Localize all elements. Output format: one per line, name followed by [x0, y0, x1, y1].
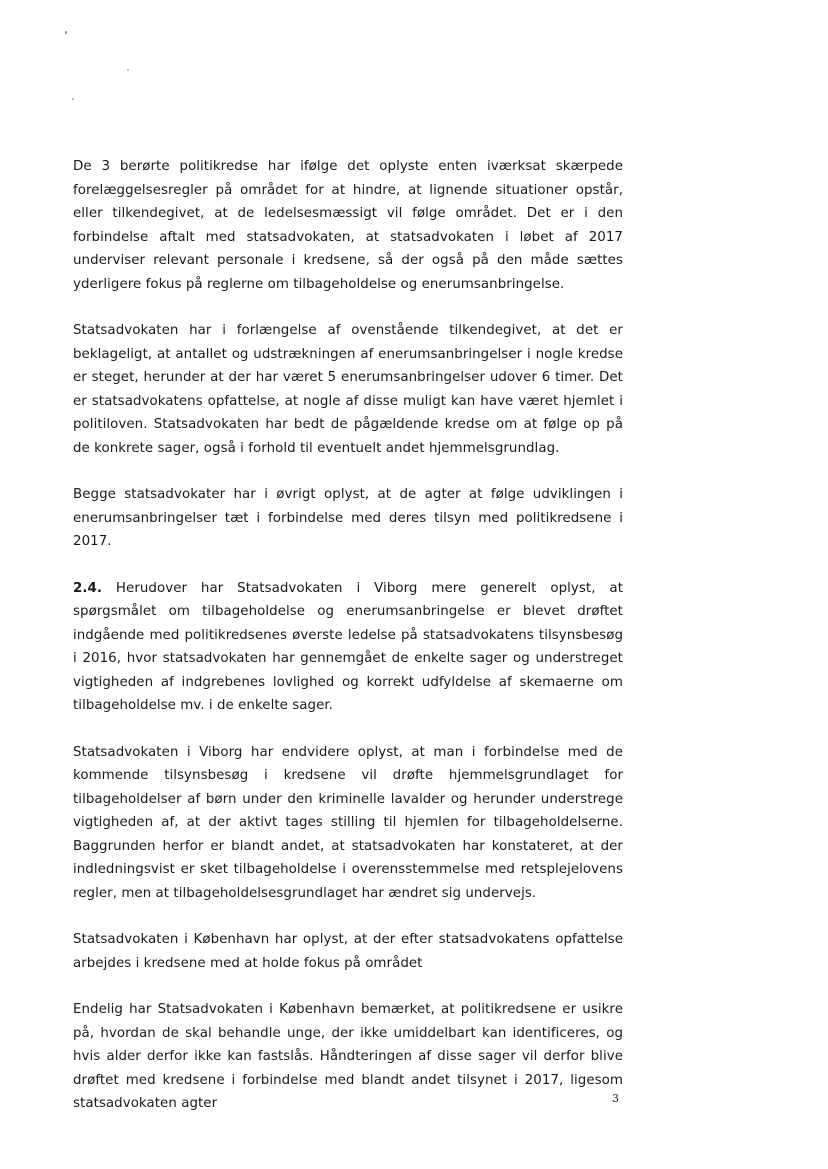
- scan-speck: [127, 69, 129, 71]
- section-number: 2.4.: [73, 580, 103, 596]
- paragraph: [73, 998, 623, 1116]
- document-body: [73, 155, 623, 1116]
- paragraph-text: Endelig har Statsadvokaten i København bemærket, at politikredsene er usikre på, hvordan de skal behandle unge, der ikke umiddelbart kan identificeres, og hvis alder derfor ikke kan fastslås. Håndteringen af disse sager vil derfor blive drøftet med kredsene i forbindelse med blandt andet tilsynet i 2017, ligesom statsadvokaten agter: [73, 1002, 623, 1111]
- scan-speck: [65, 31, 67, 34]
- paragraph: [73, 319, 623, 460]
- paragraph-text: Begge statsadvokater har i øvrigt oplyst, at de agter at følge udviklingen i enerumsanbringelser tæt i forbindelse med deres tilsyn med politikredsene i 2017.: [73, 487, 623, 549]
- paragraph: [73, 928, 623, 975]
- scan-speck: [72, 98, 74, 100]
- paragraph-text: De 3 berørte politikredse har ifølge det oplyste enten iværksat skærpede forelæggelsesregler på området for at hindre, at lignende situationer opstår, eller tilkendegivet, at de ledelsesmæssigt vil følge området. Det er i den forbindelse aftalt med statsadvokaten, at statsadvokaten i løbet af 2017 underviser relevant personale i kredsene, så der også på den måde sættes yderligere fokus på reglerne om tilbageholdelse og enerumsanbringelse.: [73, 159, 623, 292]
- paragraph-text: Statsadvokaten i København har oplyst, at der efter statsadvokatens opfattelse arbejdes i kredsene med at holde fokus på området: [73, 932, 623, 971]
- paragraph-text: Statsadvokaten har i forlængelse af ovenstående tilkendegivet, at det er beklageligt, at antallet og udstrækningen af enerumsanbringelser i nogle kredse er steget, herunder at der har været 5 enerumsanbringelser udover 6 timer. Det er statsadvokatens opfattelse, at nogle af disse muligt kan have været hjemlet i politiloven. Statsadvokaten har bedt de pågældende kredse om at følge op på de konkrete sager, også i forhold til eventuelt andet hjemmelsgrundlag.: [73, 323, 623, 456]
- paragraph: [73, 155, 623, 296]
- page-number: 3: [612, 1092, 619, 1105]
- paragraph-text: Herudover har Statsadvokaten i Viborg mere generelt oplyst, at spørgsmålet om tilbageholdelse og enerumsanbringelse er blevet drøftet indgående med politikredsenes øverste ledelse på statsadvokatens tilsynsbesøg i 2016, hvor statsadvokaten har gennemgået de enkelte sager og understreget vigtigheden af indgrebenes lovlighed og korrekt udfyldelse af skemaerne om tilbageholdelse mv. i de enkelte sager.: [73, 580, 623, 713]
- paragraph: [73, 577, 623, 718]
- paragraph: [73, 741, 623, 906]
- paragraph: [73, 483, 623, 554]
- paragraph-text: Statsadvokaten i Viborg har endvidere oplyst, at man i forbindelse med de kommende tilsynsbesøg i kredsene vil drøfte hjemmelsgrundlaget for tilbageholdelser af børn under den kriminelle lavalder og herunder understrege vigtigheden af, at der aktivt tages stilling til hjemlen for tilbageholdelserne. Baggrunden herfor er blandt andet, at statsadvokaten har konstateret, at der indledningsvist er sket tilbageholdelse i overensstemmelse med retsplejelovens regler, men at tilbageholdelsesgrundlaget har ændret sig undervejs.: [73, 744, 623, 901]
